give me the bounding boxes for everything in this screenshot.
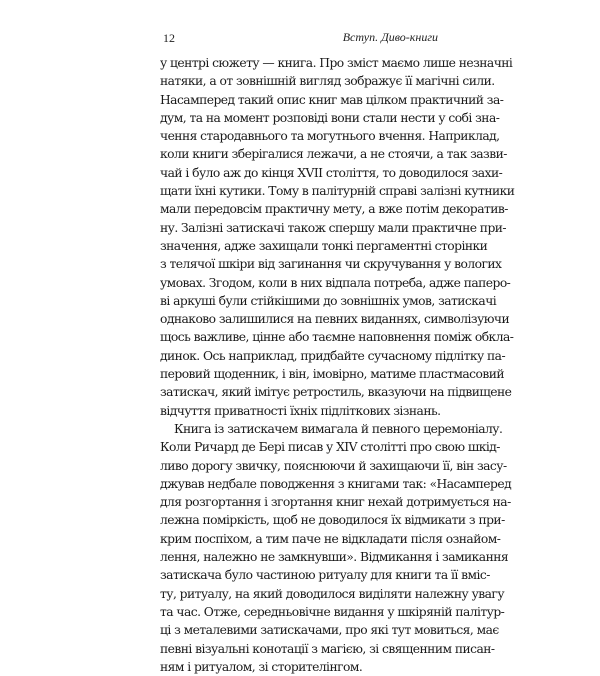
text-line: ці з металевими затискачами, про які тут мовиться, має: [160, 623, 499, 638]
text-line: Коли Ричард де Бері писав у XIV столітті про свою шкід-: [160, 440, 500, 455]
text-line: чай і було аж до кінця XVII століття, то доводилося захи-: [160, 165, 503, 180]
text-line: щось важливе, цінне або таємне наповнення поміж обкла-: [160, 330, 514, 345]
page-number: 12: [163, 31, 175, 45]
text-line: джував недбале поводження з книгами так: «Насамперед: [160, 476, 512, 491]
text-line: крим поспіхом, а тим паче не відкладати після ознайом-: [160, 531, 501, 546]
text-line: певні візуальні конотації з магією, зі священним писан-: [160, 641, 495, 656]
text-line: для розгортання і згортання книг нехай дотримується на-: [160, 495, 511, 510]
text-line: затискач, який імітує ретростиль, вказуючи на підвищене: [160, 385, 512, 400]
text-line: та час. Отже, середньовічне видання у шкіряній палітур-: [160, 604, 505, 619]
text-line: коли книги зберігалися лежачи, а не стоячи, а так зазви-: [160, 147, 507, 162]
text-line: щати їхні кутики. Тому в палітурній справі залізні кутники: [160, 184, 515, 199]
text-line: відчуття приватності їхніх підліткових зізнань.: [160, 403, 441, 418]
text-line: лежна поміркість, щоб не доводилося їх відмикати з при-: [160, 513, 505, 528]
text-line: перовий щоденник, і він, імовірно, матиме пластмасовий: [160, 367, 504, 382]
text-line: дум, та на момент розповіді вони стали нести у собі зна-: [160, 110, 500, 125]
text-line: затискача було частиною ритуалу для книги та її вміс-: [160, 568, 490, 583]
text-line: ві аркуші були стійкішими до зовнішніх умов, затискачі: [160, 293, 497, 308]
text-line: ту, ритуалу, на який доводилося виділяти належну увагу: [160, 586, 505, 601]
text-line: значення, адже захищали тонкі пергаментні сторінки: [160, 238, 488, 253]
text-line: ну. Залізні затискачі також спершу мали практичне при-: [160, 220, 507, 235]
text-line: у центрі сюжету — книга. Про зміст маємо лише незначні: [160, 56, 513, 70]
paragraph-first-line: Книга із затискачем вимагала й певного церемоніалу.: [174, 421, 503, 436]
text-line: мали передовсім практичну мету, а вже потім декоратив-: [160, 202, 508, 217]
text-line: лення, належно не замкнувши». Відмикання і замикання: [160, 550, 509, 565]
text-line: з телячої шкіри від загинання чи скручування у вологих: [160, 257, 502, 272]
text-line: натяки, а от зовнішній вигляд зображує її магічні сили.: [160, 74, 495, 89]
text-line: ливо дорогу звичку, пояснюючи й захищаючи її, він засу-: [160, 458, 507, 473]
text-line: Насамперед такий опис книг мав цілком практичний за-: [160, 92, 504, 107]
body-text: [160, 54, 515, 676]
running-head: Вступ. Диво-книги: [342, 30, 438, 44]
text-line: умовах. Згодом, коли в них відпала потреба, адже паперо-: [160, 275, 511, 290]
text-line: динок. Ось наприклад, придбайте сучасному підлітку па-: [160, 348, 506, 363]
text-line: однаково залишилися на певних виданнях, символізуючи: [160, 312, 510, 327]
text-line: ням і ритуалом, зі сторителінгом.: [160, 659, 363, 674]
text-line: чення стародавнього та могутнього вчення. Наприклад,: [160, 129, 500, 144]
